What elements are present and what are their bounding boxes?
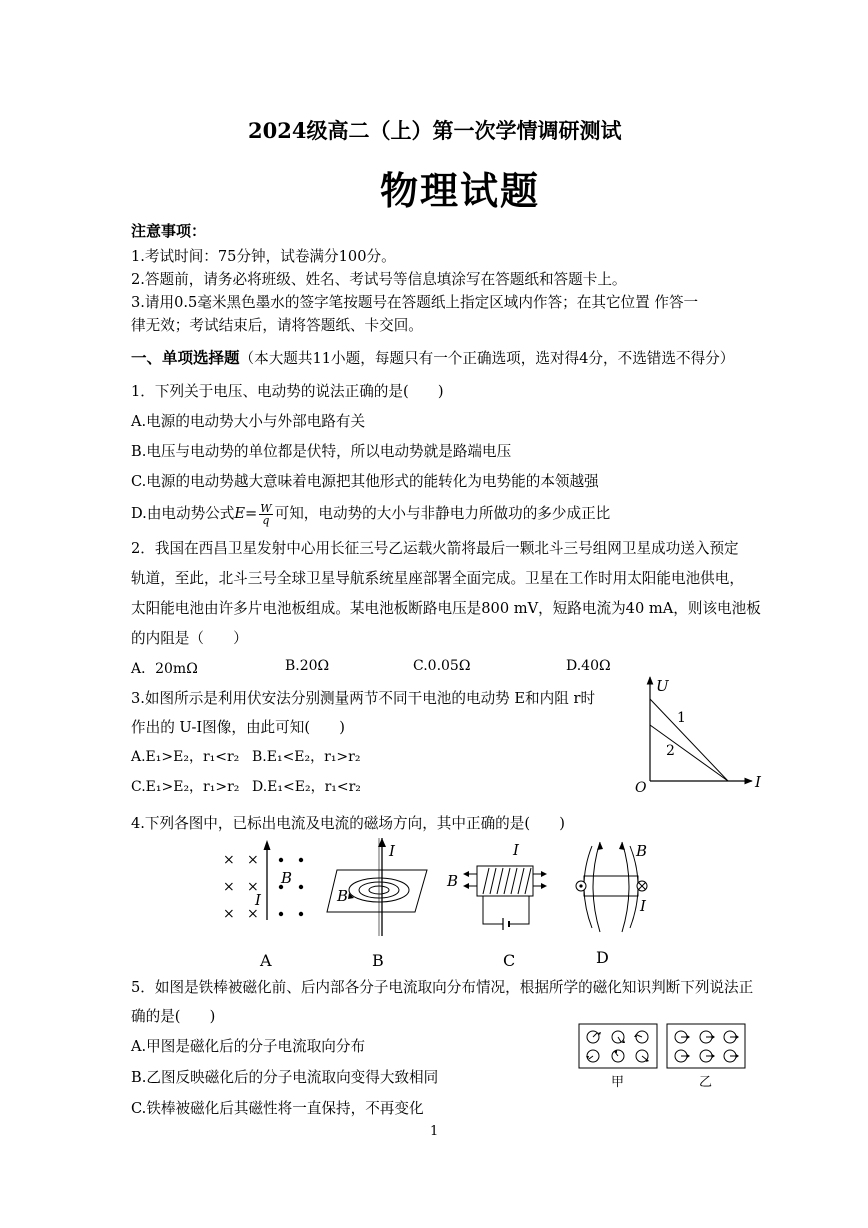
q2-line: 太阳能电池由许多片电池板组成。某电池板断路电压是800 mV，短路电流为40 mA，则该电池板 — [131, 600, 761, 617]
q4-stem: 4.下列各图中，已标出电流及电流的磁场方向，其中正确的是( ) — [131, 815, 565, 832]
q5-fig-jia-label: 甲 — [611, 1075, 625, 1090]
q1-option-d — [131, 502, 610, 526]
q4-fig-b — [327, 838, 437, 973]
q5-option-c: C.铁棒被磁化后其磁性将一直保持，不再变化 — [131, 1100, 424, 1117]
q4c-b-label: B — [447, 872, 459, 890]
q3-option-d: D.E₁<E₂，r₁<r₂ — [252, 779, 361, 795]
cross-marks — [223, 852, 259, 922]
q4-fig-a — [215, 838, 325, 973]
q5-line1: 5．如图是铁棒被磁化前、后内部各分子电流取向分布情况，根据所学的磁化知识判断下列说法正 — [131, 979, 754, 996]
q1-option-c: C.电源的电动势越大意味着电源把其他形式的能转化为电势能的本领越强 — [131, 473, 599, 490]
svg-text:×: × — [247, 906, 259, 922]
svg-text:×: × — [247, 852, 259, 868]
q5-fig-yi-label: 乙 — [699, 1075, 713, 1090]
q3-option-c: C.E₁>E₂，r₁>r₂ — [131, 779, 240, 795]
q3-option-a: A.E₁>E₂，r₁<r₂ — [131, 749, 240, 765]
q3-line2: 作出的 U-I图像，由此可知( ) — [131, 719, 345, 736]
q2-option-b: B.20Ω — [285, 658, 330, 674]
q2-option-d: D.40Ω — [566, 658, 611, 674]
q1-option-a: A.电源的电动势大小与外部电路有关 — [131, 413, 366, 430]
dot-marks — [279, 858, 303, 916]
q3-i-label: I — [755, 773, 761, 791]
q2-line: 2．我国在西昌卫星发射中心用长征三号乙运载火箭将最后一颗北斗三号组网卫星成功送入预定 — [131, 540, 739, 557]
q1-d-W: W — [260, 501, 272, 515]
q3-line1: 3.如图所示是利用伏安法分别测量两节不同干电池的电动势 E和内阻 r时 — [131, 690, 596, 707]
q2-option-c: C.0.05Ω — [413, 658, 471, 674]
q1-stem: 1．下列关于电压、电动势的说法正确的是( ) — [131, 383, 444, 400]
q1-d-E: E — [234, 505, 246, 522]
page-number: 1 — [430, 1124, 439, 1139]
q1-d-fraction — [259, 503, 272, 526]
q3-u-label: U — [656, 677, 669, 695]
notice-heading: 注意事项： — [131, 222, 207, 240]
q3-line2-label: 2 — [666, 743, 675, 759]
q4b-b-label: B — [337, 887, 349, 905]
exam-title: 2024级高二（上）第一次学情调研测试 — [248, 118, 622, 143]
q4d-b-label: B — [636, 842, 648, 860]
q5-magnetization-figure — [578, 1022, 750, 1094]
q4b-i-label: I — [389, 842, 395, 860]
svg-text:×: × — [247, 879, 259, 895]
q4b-caption: B — [372, 951, 384, 970]
svg-text:×: × — [223, 852, 235, 868]
q4-fig-c — [445, 838, 563, 973]
notice-item: 3.请用0.5毫米黑色墨水的签字笔按题号在答题纸上指定区域内作答；在其它位置 作答一 — [131, 294, 699, 311]
q1-d-post: 可知，电动势的大小与非静电力所做功的多少成正比 — [274, 505, 611, 522]
section-heading — [131, 346, 734, 368]
q5-option-b: B.乙图反映磁化后的分子电流取向变得大致相同 — [131, 1069, 439, 1086]
q5-line2: 确的是( ) — [131, 1008, 216, 1025]
q4-fig-d — [572, 838, 672, 973]
notice-item: 律无效；考试结束后，请将答题纸、卡交回。 — [131, 317, 423, 334]
section-title: 一、单项选择题 — [131, 348, 240, 367]
q4a-i-label: I — [255, 891, 261, 909]
notice-item: 2.答题前，请务必将班级、姓名、考试号等信息填涂写在答题纸和答题卡上。 — [131, 271, 627, 288]
q2-line: 的内阻是（ ） — [131, 630, 248, 647]
q4c-i-label: I — [513, 841, 519, 859]
q2-option-a: A．20mΩ — [131, 661, 198, 677]
q2-line: 轨道，至此，北斗三号全球卫星导航系统星座部署全面完成。卫星在工作时用太阳能电池供电， — [131, 570, 744, 587]
q1-d-q: q — [262, 513, 270, 527]
q4a-caption: A — [260, 951, 272, 970]
section-note: （本大题共11小题，每题只有一个正确选项，选对得4分，不选错选不得分） — [239, 350, 735, 367]
q1-d-pre: D.由电动势公式 — [131, 505, 235, 522]
notice-item: 1.考试时间：75分钟，试卷满分100分。 — [131, 248, 396, 265]
q1-option-b: B.电压与电动势的单位都是伏特，所以电动势就是路端电压 — [131, 443, 512, 460]
q1-d-eq: = — [245, 505, 258, 522]
q3-origin-label: O — [635, 780, 647, 796]
q5-option-a: A.甲图是磁化后的分子电流取向分布 — [131, 1038, 366, 1055]
q3-ui-graph — [630, 675, 770, 800]
q4d-i-label: I — [640, 897, 646, 915]
q3-line-1 — [650, 699, 728, 781]
svg-text:×: × — [223, 906, 235, 922]
q4d-caption: D — [596, 948, 609, 967]
svg-text:×: × — [223, 879, 235, 895]
q4c-caption: C — [503, 951, 516, 970]
q4a-b-label: B — [281, 869, 293, 887]
q3-line-2 — [650, 725, 728, 781]
subject-title: 物理试题 — [380, 168, 541, 213]
q3-line1-label: 1 — [677, 710, 686, 726]
q3-option-b: B.E₁<E₂，r₁>r₂ — [252, 749, 361, 765]
